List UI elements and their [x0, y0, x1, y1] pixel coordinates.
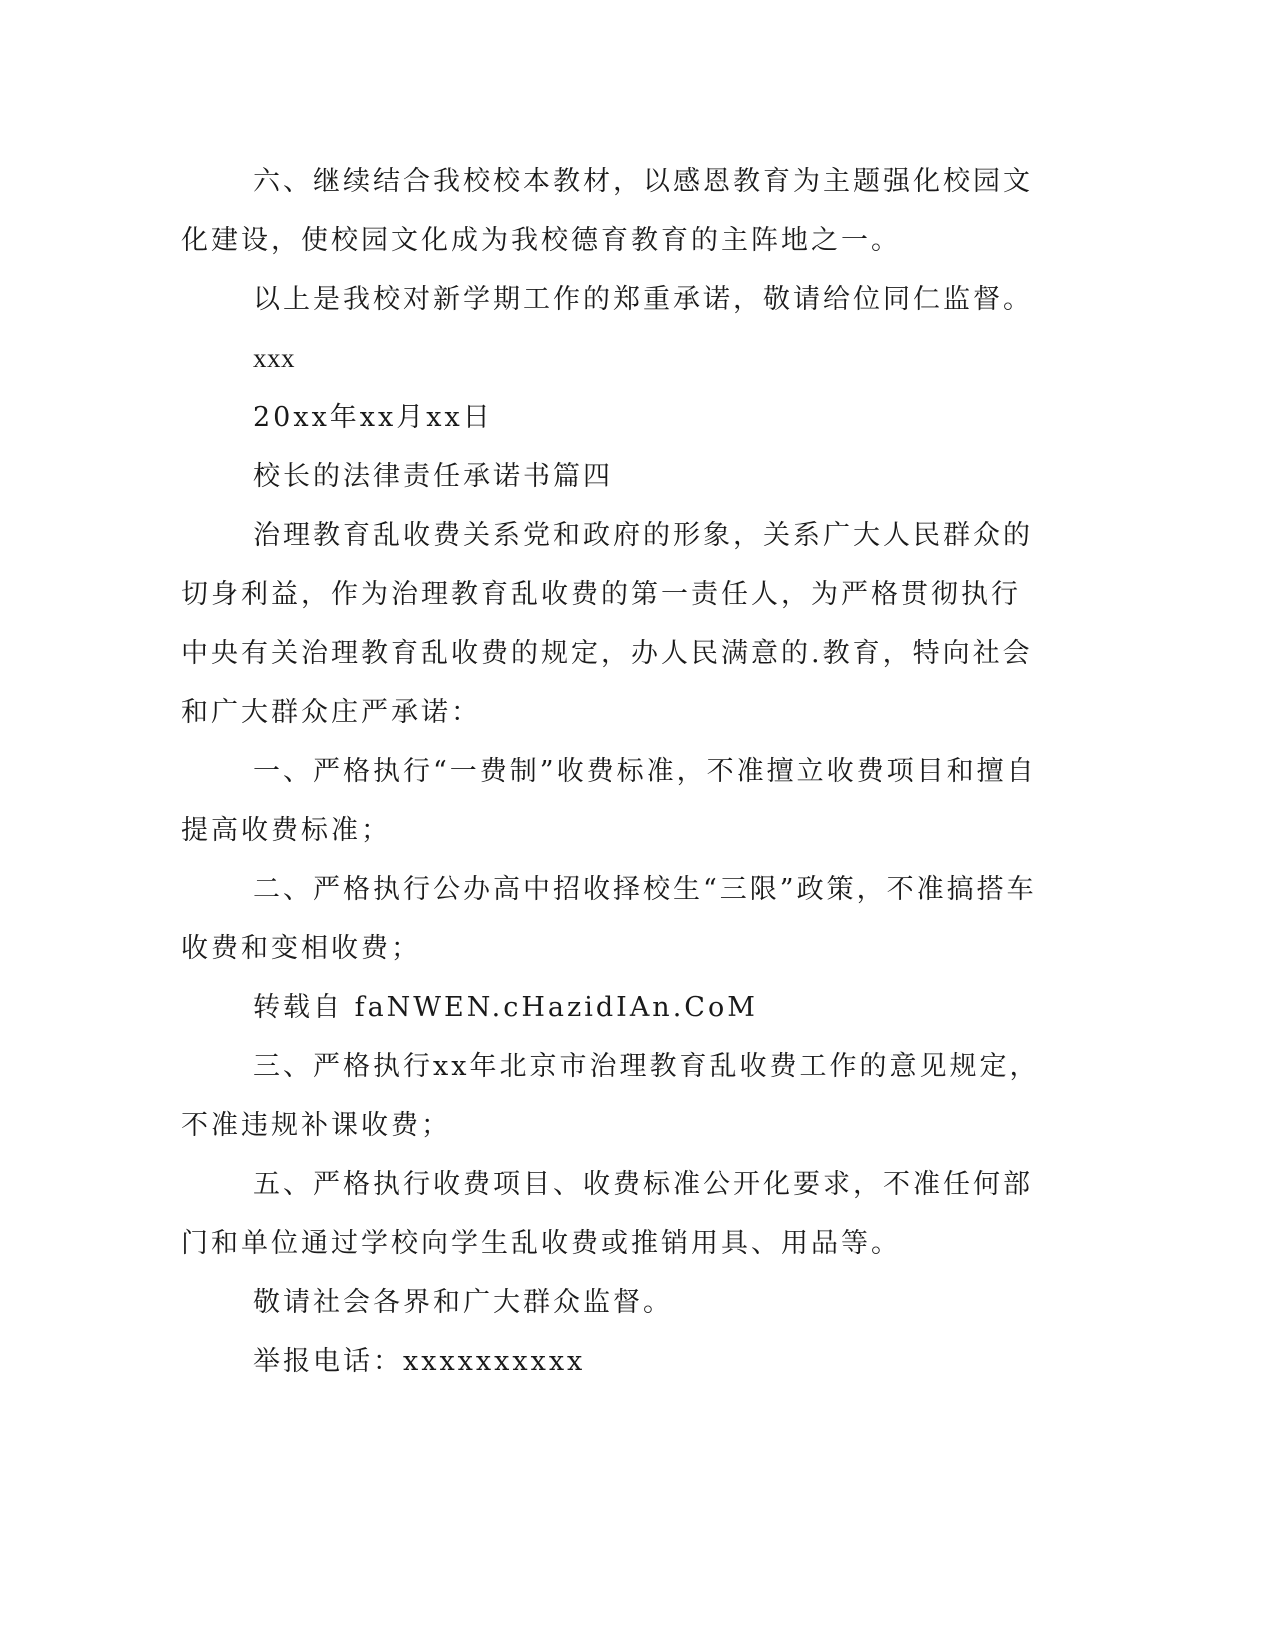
paragraph-item-five: 五、严格执行收费项目、收费标准公开化要求，不准任何部门和单位通过学校向学生乱收费或推销用具、用品等。: [181, 1169, 1033, 1259]
section-heading: 校长的法律责任承诺书篇四: [253, 461, 613, 492]
paragraph-signature-name: xxx: [253, 343, 295, 373]
paragraph-source-note: 转载自 faNWEN.cHazidIAn.CoM: [253, 992, 758, 1023]
paragraph-supervision: 敬请社会各界和广大群众监督。: [253, 1287, 673, 1318]
document-body: [181, 152, 1041, 1391]
paragraph-item-two: 二、严格执行公办高中招收择校生“三限”政策，不准搞搭车收费和变相收费；: [181, 874, 1037, 964]
paragraph-item-six: 六、继续结合我校校本教材，以感恩教育为主题强化校园文化建设，使校园文化成为我校德育教育的主阵地之一。: [181, 166, 1033, 256]
paragraph-intro: 治理教育乱收费关系党和政府的形象，关系广大人民群众的切身利益，作为治理教育乱收费的第一责任人，为严格贯彻执行中央有关治理教育乱收费的规定，办人民满意的.教育，特向社会和广大群众庄严承诺：: [181, 520, 1033, 728]
paragraph-item-one: 一、严格执行“一费制”收费标准，不准擅立收费项目和擅自提高收费标准；: [181, 756, 1037, 846]
paragraph-item-three: 三、严格执行xx年北京市治理教育乱收费工作的意见规定，不准违规补课收费；: [181, 1051, 1040, 1141]
paragraph-commitment-summary: 以上是我校对新学期工作的郑重承诺，敬请给位同仁监督。: [253, 284, 1033, 315]
paragraph-hotline: 举报电话：xxxxxxxxxx: [253, 1346, 586, 1377]
paragraph-date: 20xx年xx月xx日: [253, 402, 493, 433]
